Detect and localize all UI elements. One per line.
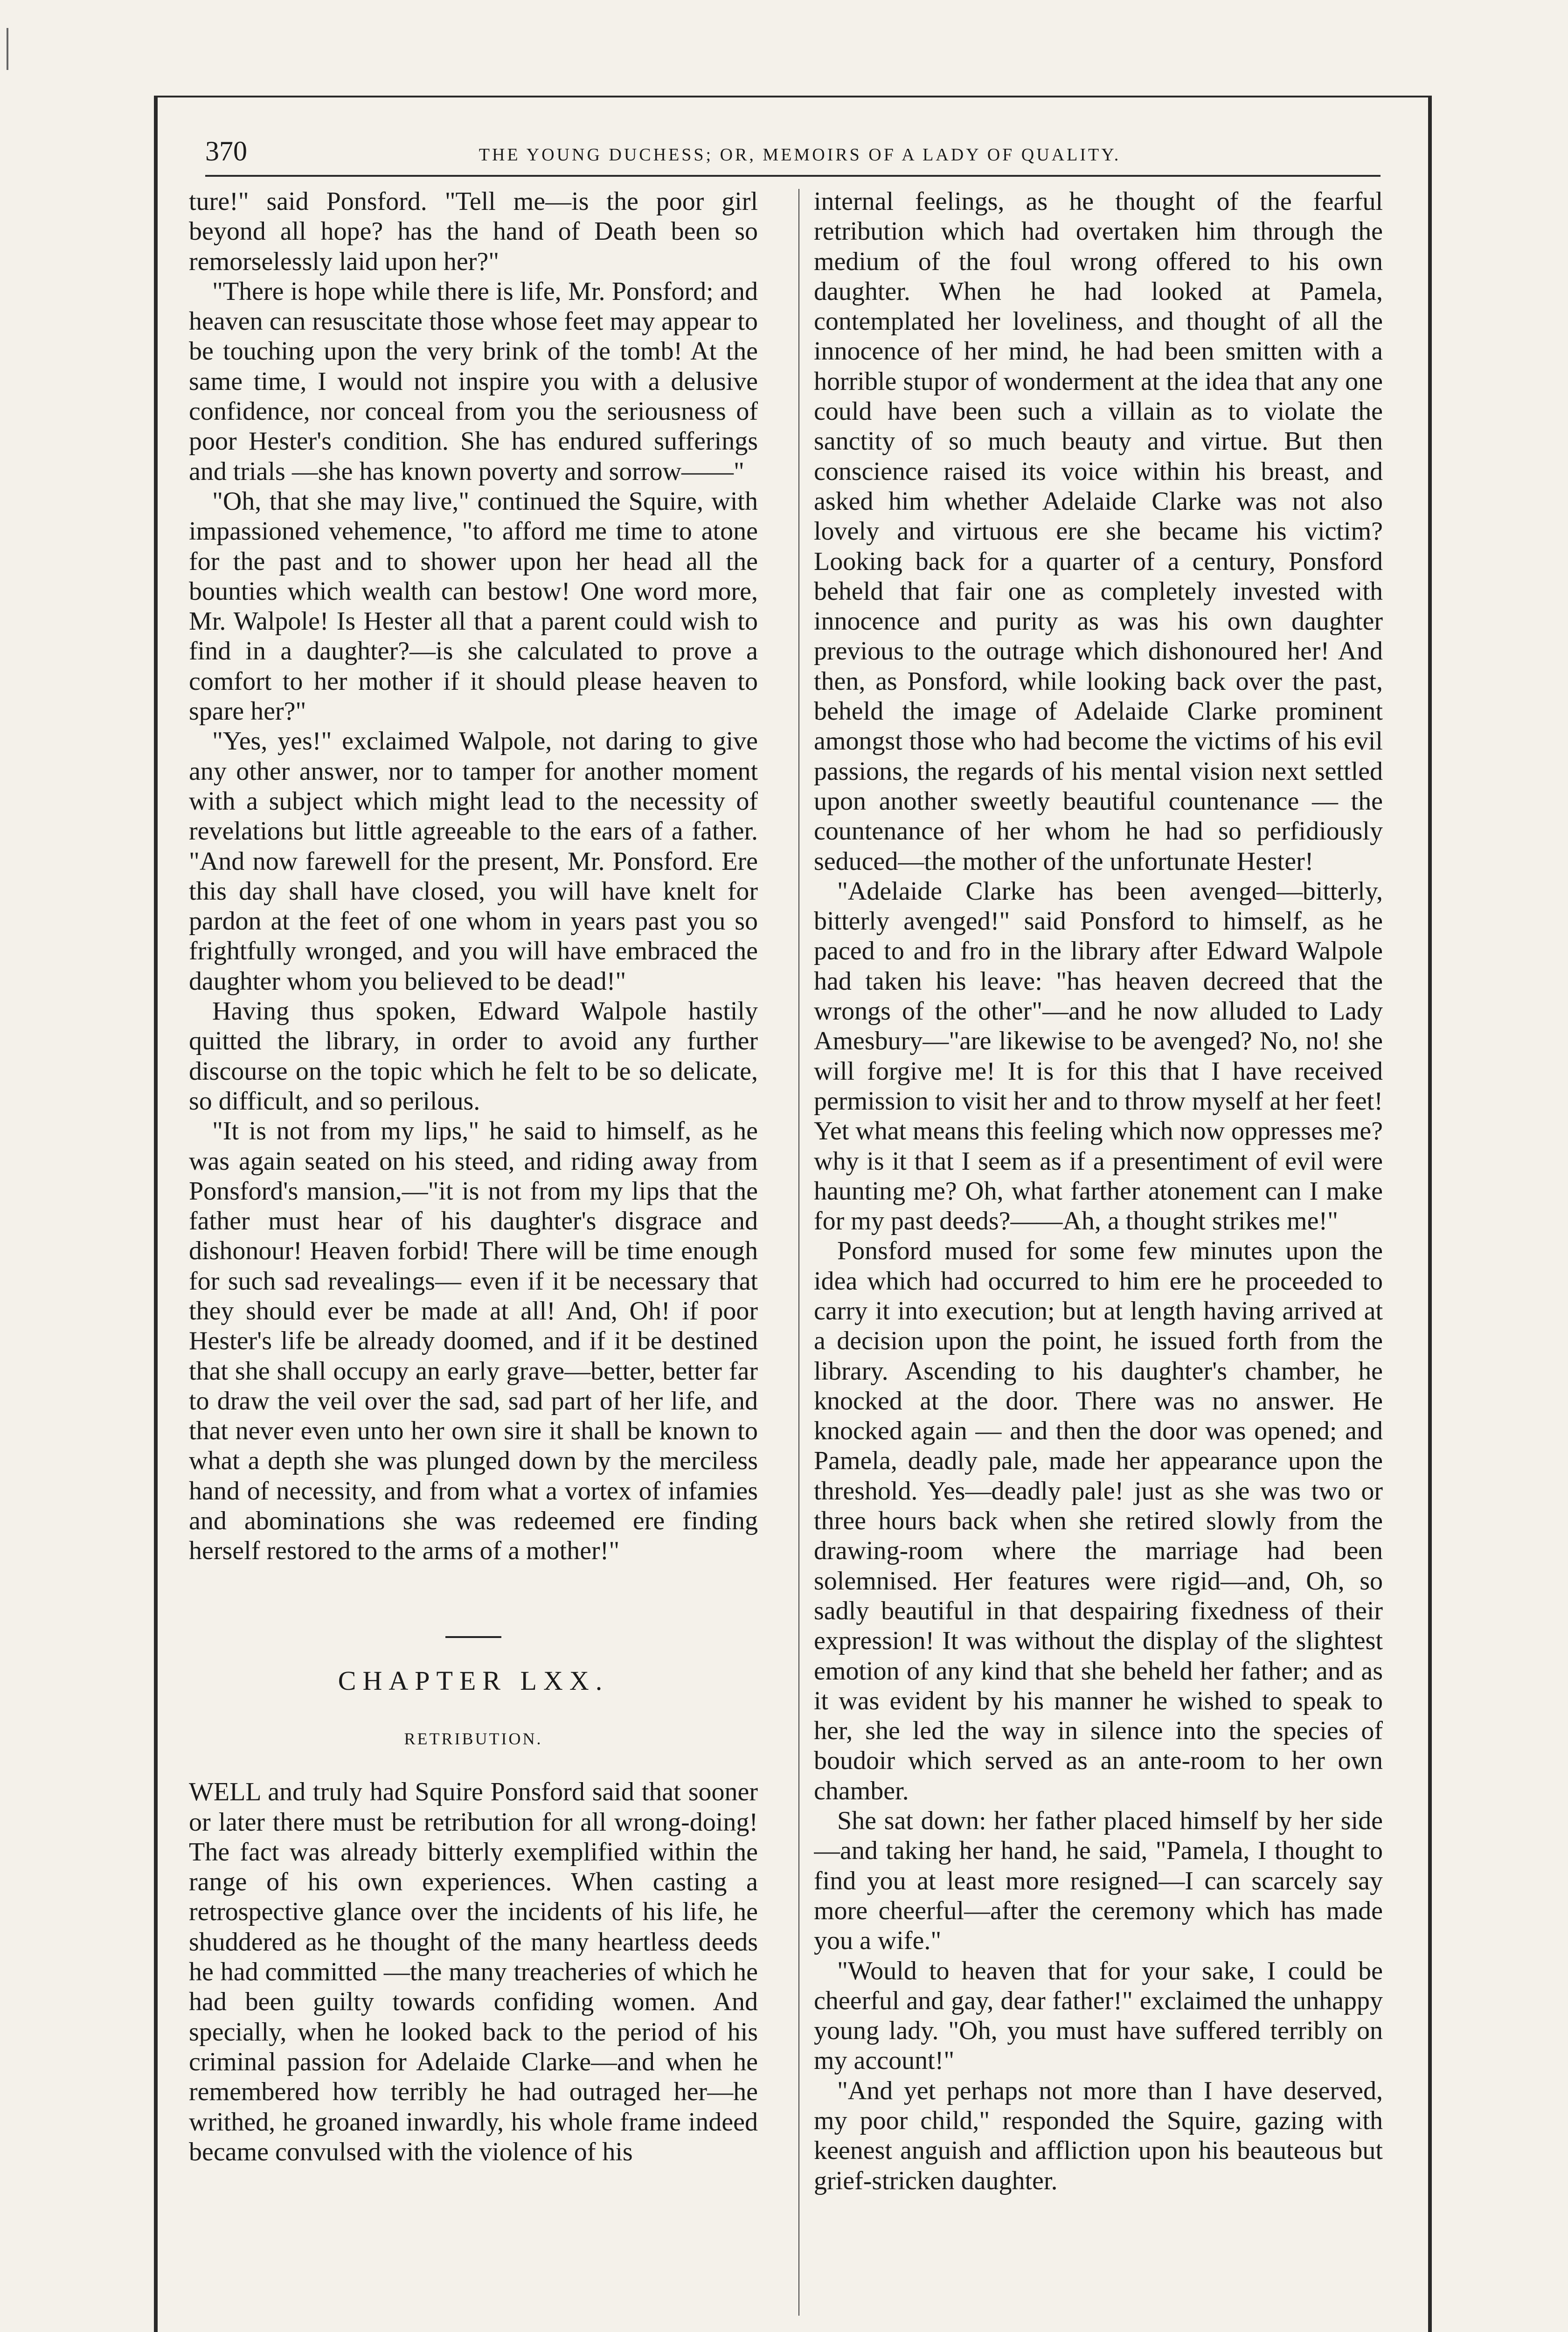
page-header: [205, 135, 1381, 168]
paragraph: She sat down: her father placed himself by her side—and taking her hand, he said, "Pamela, I thought to find you at least more resigned—I can scarcely say more cheerful—after the ceremony which has made you a wife.": [814, 1806, 1383, 1956]
paragraph: internal feelings, as he thought of the fearful retribution which had overtaken him through the medium of the foul wrong offered to his own daughter. When he had looked at Pamela, contemplated her loveliness, and thought of all the innocence of her mind, he had been smitten with a horrible stupor of wonderment at the idea that any one could have been such a villain as to violate the sanctity of so much beauty and virtue. But then conscience raised its voice within his breast, and asked him whether Adelaide Clarke was not also lovely and virtuous ere she became his victim? Looking back for a quarter of a century, Ponsford beheld that fair one as completely invested with innocence and purity as was his own daughter previous to the outrage which dishonoured her! And then, as Ponsford, while looking back over the past, beheld the image of Adelaide Clarke prominent amongst those who had become the victims of his evil passions, the regards of his mental vision next settled upon another sweetly beautiful countenance — the countenance of her whom he had so perfidiously seduced—the mother of the unfortunate Hester!: [814, 187, 1383, 876]
chapter-title: CHAPTER LXX.: [338, 1665, 609, 1696]
paragraph: "Yes, yes!" exclaimed Walpole, not daring to give any other answer, nor to tamper for another moment with a subject which might lead to the necessity of revelations but little agreeable to the ears of a father. "And now farewell for the present, Mr. Ponsford. Ere this day shall have closed, you will have knelt for pardon at the feet of one whom in years past you so frightfully wronged, and you will have embraced the daughter whom you believed to be dead!": [189, 727, 758, 996]
paragraph: "There is hope while there is life, Mr. Ponsford; and heaven can resuscitate those whose feet may appear to be touching upon the very brink of the tomb! At the same time, I would not inspire you with a delusive confidence, nor conceal from you the seriousness of poor Hester's condition. She has endured sufferings and trials —she has known poverty and sorrow——": [189, 277, 758, 486]
paragraph: "Would to heaven that for your sake, I could be cheerful and gay, dear father!" exclaimed the unhappy young lady. "Oh, you must have suffered terribly on my account!": [814, 1956, 1383, 2075]
left-column: [189, 187, 758, 2285]
chapter-subtitle: RETRIBUTION.: [404, 1729, 543, 1748]
paragraph: ture!" said Ponsford. "Tell me—is the poor girl beyond all hope? has the hand of Death been so remorselessly laid upon her?": [189, 187, 758, 276]
column-divider: [798, 189, 799, 2316]
paragraph: "Adelaide Clarke has been avenged—bitterly, bitterly avenged!" said Ponsford to himself, as he paced to and fro in the library after Edward Walpole had taken his leave: "has heaven decreed that the wrongs of the other"—and he now alluded to Lady Amesbury—"are likewise to be avenged? No, no! she will forgive me! It is for this that I have received permission to visit her and to throw myself at her feet! Yet what means this feeling which now oppresses me? why is it that I seem as if a presentiment of evil were haunting me? Oh, what farther atonement can I make for my past deeds?——Ah, a thought strikes me!": [814, 876, 1383, 1236]
page-edge-mark: [7, 28, 8, 70]
right-column: [814, 187, 1383, 2285]
paragraph: WELL and truly had Squire Ponsford said that sooner or later there must be retribution for all wrong-doing! The fact was already bitterly exemplified within the range of his own experiences. When casting a retrospective glance over the incidents of his life, he shuddered as he thought of the many heartless deeds he had committed —the many treacheries of which he had been guilty towards confiding women. And specially, when he looked back to the period of his criminal passion for Adelaide Clarke—and when he remembered how terribly he had outraged her—he writhed, he groaned inwardly, his whole frame indeed became convulsed with the violence of his: [189, 1777, 758, 2166]
header-rule: [205, 175, 1381, 177]
paragraph: Having thus spoken, Edward Walpole hastily quitted the library, in order to avoid any further discourse on the topic which he felt to be so delicate, so difficult, and so perilous.: [189, 997, 758, 1116]
running-title: THE YOUNG DUCHESS; OR, MEMOIRS OF A LADY OF QUALITY.: [479, 145, 1121, 165]
paragraph: "And yet perhaps not more than I have deserved, my poor child," responded the Squire, gazing with keenest anguish and affliction upon his beauteous but grief-stricken daughter.: [814, 2076, 1383, 2195]
chapter-rule: [445, 1636, 501, 1638]
paragraph: "Oh, that she may live," continued the Squire, with impassioned vehemence, "to afford me time to atone for the past and to shower upon her head all the bounties which wealth can bestow! One word more, Mr. Walpole! Is Hester all that a parent could wish to find in a daughter?—is she calculated to prove a comfort to her mother if it should please heaven to spare her?": [189, 486, 758, 726]
paragraph: Ponsford mused for some few minutes upon the idea which had occurred to him ere he proceeded to carry it into execution; but at length having arrived at a decision upon the point, he issued forth from the library. Ascending to his daughter's chamber, he knocked at the door. There was no answer. He knocked again — and then the door was opened; and Pamela, deadly pale, made her appearance upon the threshold. Yes—deadly pale! just as she was two or three hours back when she retired slowly from the drawing-room where the marriage had been solemnised. Her features were rigid—and, Oh, so sadly beautiful in that despairing fixedness of their expression! It was without the display of the slightest emotion of any kind that she beheld her father; and as it was evident by his manner he wished to speak to her, she led the way in silence into the species of boudoir which served as an ante-room to her own chamber.: [814, 1236, 1383, 1805]
page-number: 370: [205, 136, 247, 167]
paragraph: "It is not from my lips," he said to himself, as he was again seated on his steed, and riding away from Ponsford's mansion,—"it is not from my lips that the father must hear of his daughter's disgrace and dishonour! Heaven forbid! There will be time enough for such sad revealings— even if it be necessary that they should ever be made at all! And, Oh! if poor Hester's life be already doomed, and if it be destined that she shall occupy an early grave—better, better far to draw the veil over the sad, sad part of her life, and that never even unto her own sire it shall be known to what a depth she was plunged down by the merciless hand of necessity, and from what a vortex of infamies and abominations she was redeemed ere finding herself restored to the arms of a mother!": [189, 1117, 758, 1566]
